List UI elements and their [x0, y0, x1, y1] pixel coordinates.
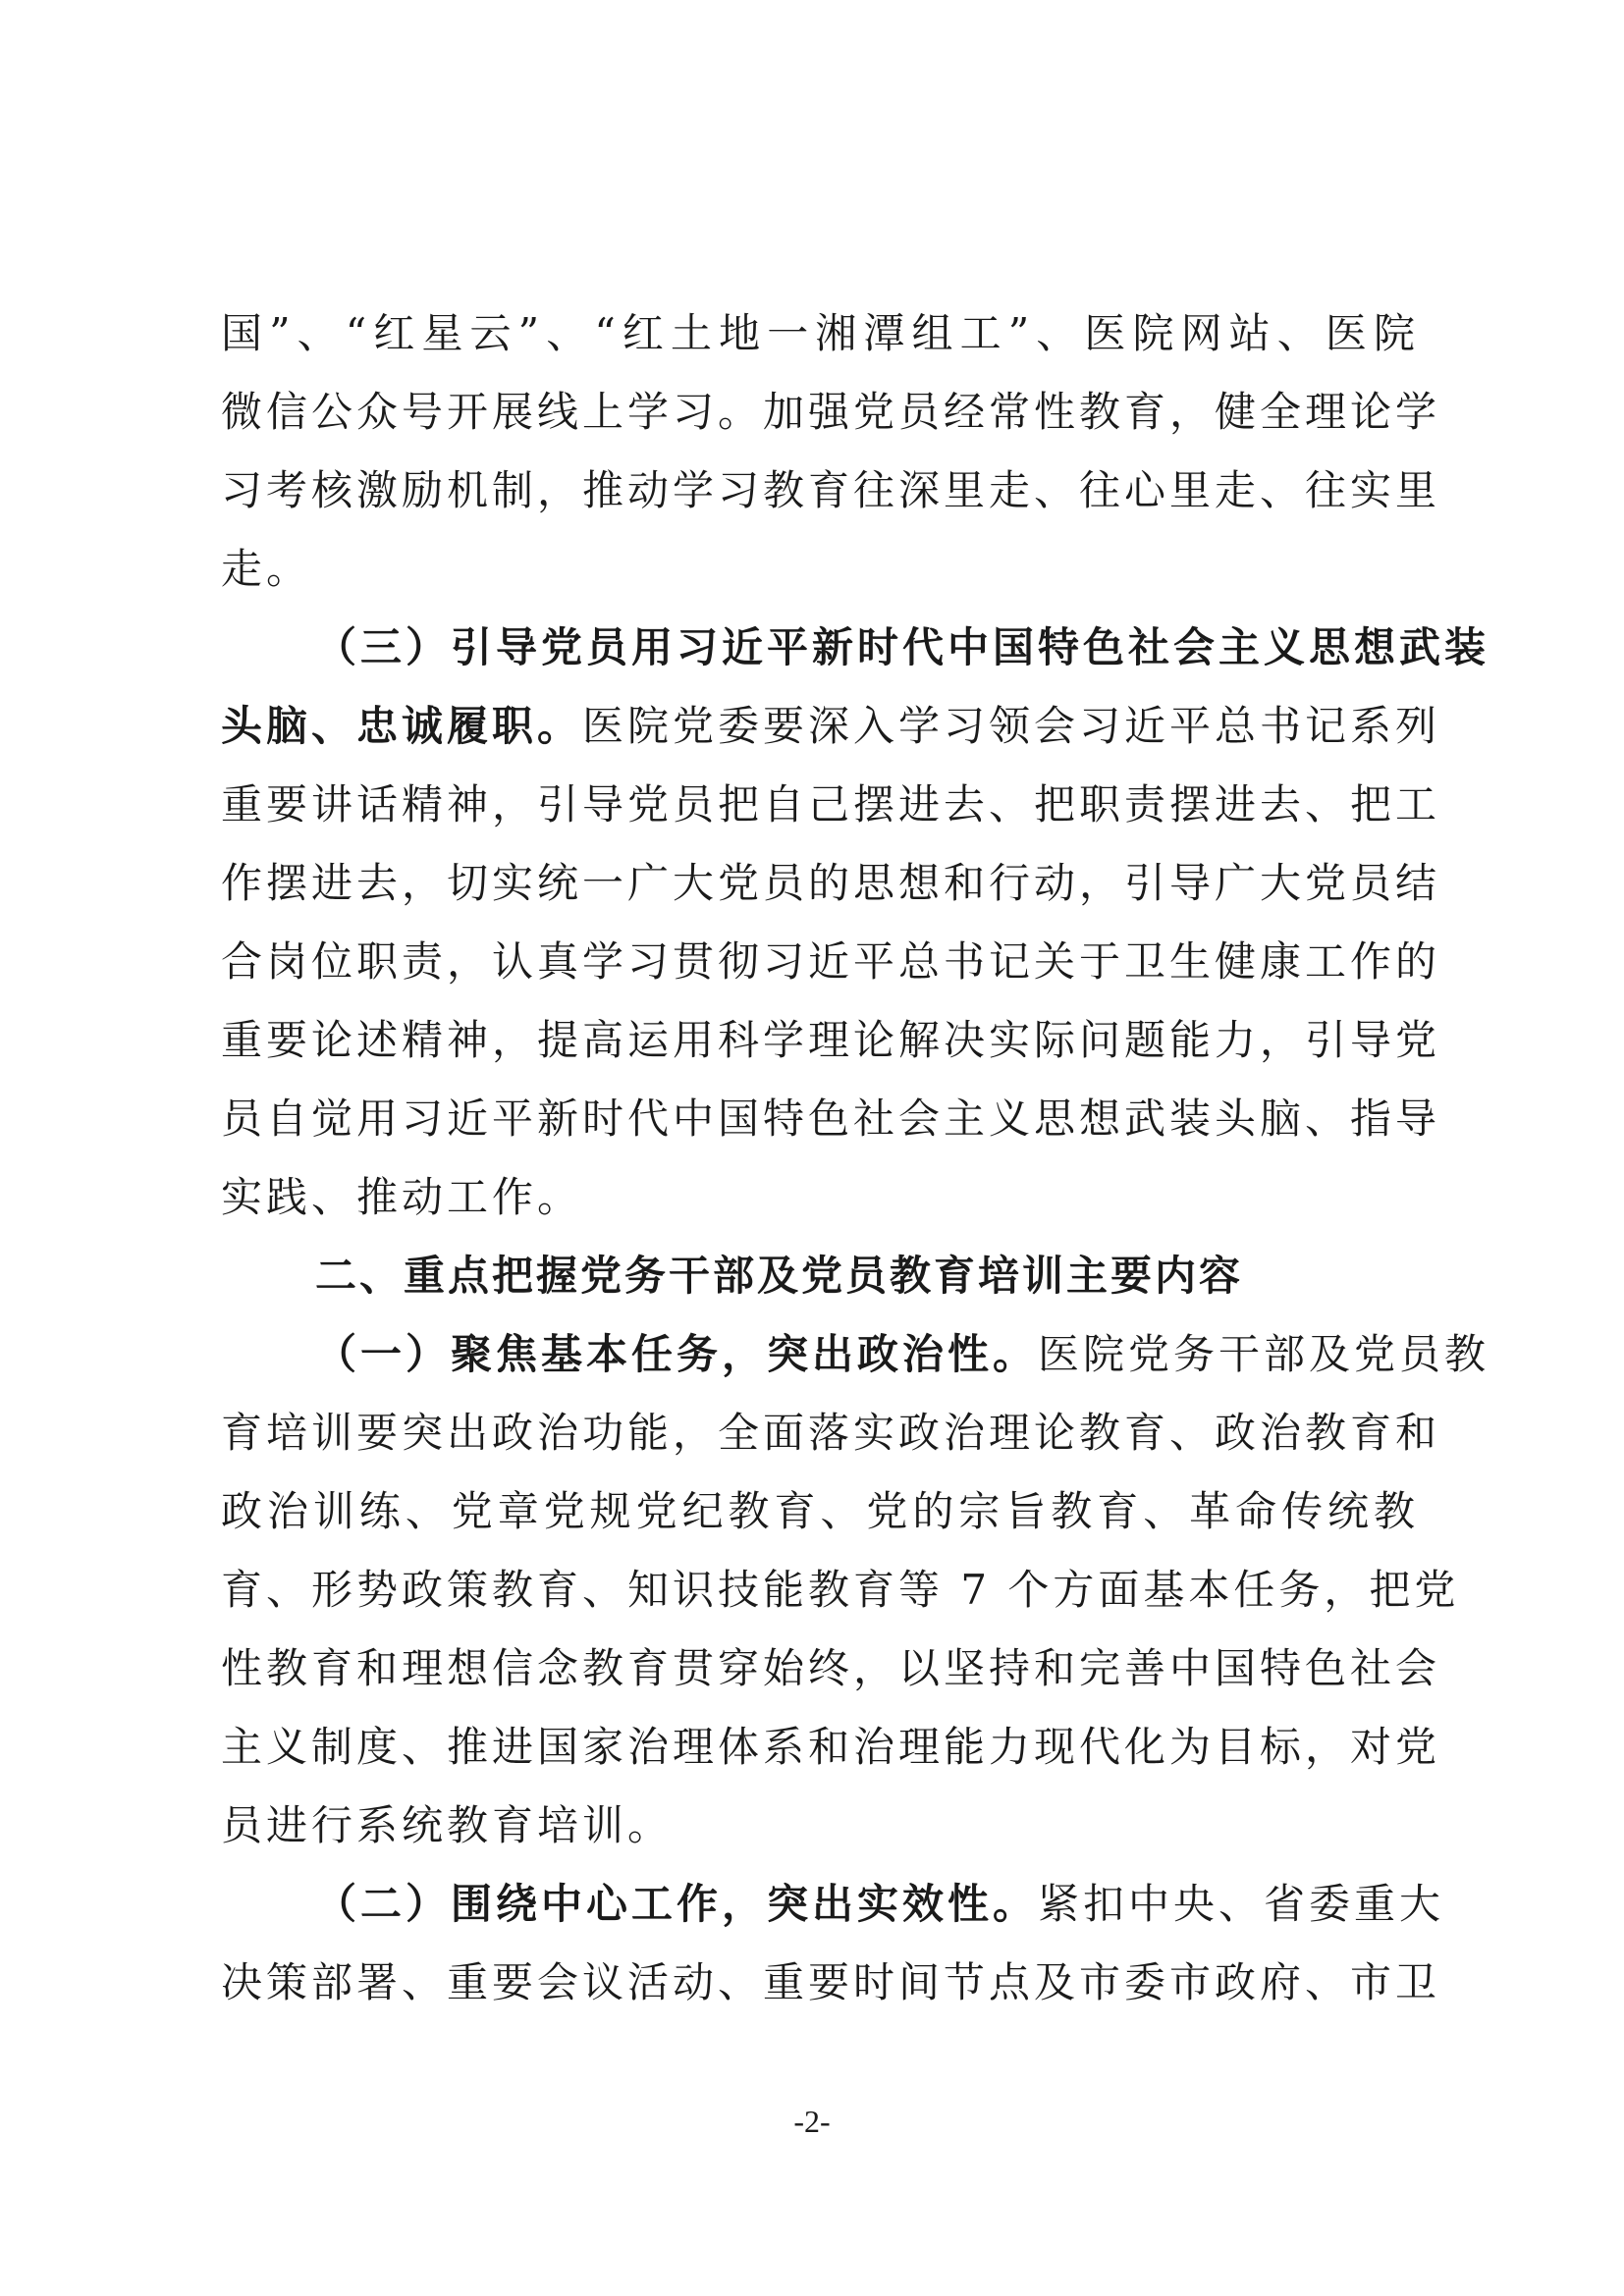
paragraph-text: 紧扣中央、省委重大 — [1038, 1880, 1445, 1928]
paragraph-line: 性教育和理想信念教育贯穿始终，以坚持和完善中国特色社会 — [221, 1644, 1441, 1692]
paragraph-line — [221, 1315, 1490, 1394]
paragraph-line: 合岗位职责，认真学习贯彻习近平总书记关于卫生健康工作的 — [221, 937, 1441, 986]
paragraph-line: 员进行系统教育培训。 — [221, 1801, 674, 1849]
paragraph-line: 员自觉用习近平新时代中国特色社会主义思想武装头脑、指导 — [221, 1095, 1441, 1143]
paragraph-line: 主义制度、推进国家治理体系和治理能力现代化为目标，对党 — [221, 1723, 1441, 1771]
paragraph-line: 微信公众号开展线上学习。加强党员经常性教育，健全理论学 — [221, 388, 1441, 436]
paragraph-line: 重要讲话精神，引导党员把自己摆进去、把职责摆进去、把工 — [221, 780, 1441, 828]
section-heading: 二、重点把握党务干部及党员教育培训主要内容 — [315, 1252, 1244, 1300]
paragraph-line: 国”、“红星云”、“红土地一湘潭组工”、医院网站、医院 — [221, 309, 1419, 357]
paragraph-line — [221, 1865, 1445, 1944]
paragraph-text: 医院党委要深入学习领会习近平总书记系列 — [582, 702, 1441, 750]
paragraph-text: 医院党务干部及党员教 — [1038, 1330, 1490, 1378]
paragraph-line: 重要论述精神，提高运用科学理论解决实际问题能力，引导党 — [221, 1016, 1441, 1064]
paragraph-line: 作摆进去，切实统一广大党员的思想和行动，引导广大党员结 — [221, 859, 1441, 907]
paragraph-line: 习考核激励机制，推动学习教育往深里走、往心里走、往实里 — [221, 466, 1441, 514]
paragraph-line: 政治训练、党章党规党纪教育、党的宗旨教育、革命传统教 — [221, 1487, 1419, 1535]
subheading-lead: （一）聚焦基本任务，突出政治性。 — [315, 1330, 1039, 1378]
paragraph-line: 走。 — [221, 545, 312, 593]
paragraph-line: 实践、推动工作。 — [221, 1173, 583, 1221]
subheading-line: （三）引导党员用习近平新时代中国特色社会主义思想武装 — [315, 623, 1490, 671]
document-body — [221, 294, 1490, 2022]
paragraph-line: 育培训要突出政治功能，全面落实政治理论教育、政治教育和 — [221, 1409, 1441, 1457]
subheading-lead: （二）围绕中心工作，突出实效性。 — [315, 1880, 1039, 1928]
page-number: -2- — [793, 2104, 831, 2139]
subheading-lead: 头脑、忠诚履职。 — [221, 702, 583, 750]
paragraph-line: 决策部署、重要会议活动、重要时间节点及市委市政府、市卫 — [221, 1958, 1441, 2006]
paragraph-line — [221, 687, 1441, 766]
paragraph-line: 育、形势政策教育、知识技能教育等 7 个方面基本任务，把党 — [221, 1566, 1460, 1614]
